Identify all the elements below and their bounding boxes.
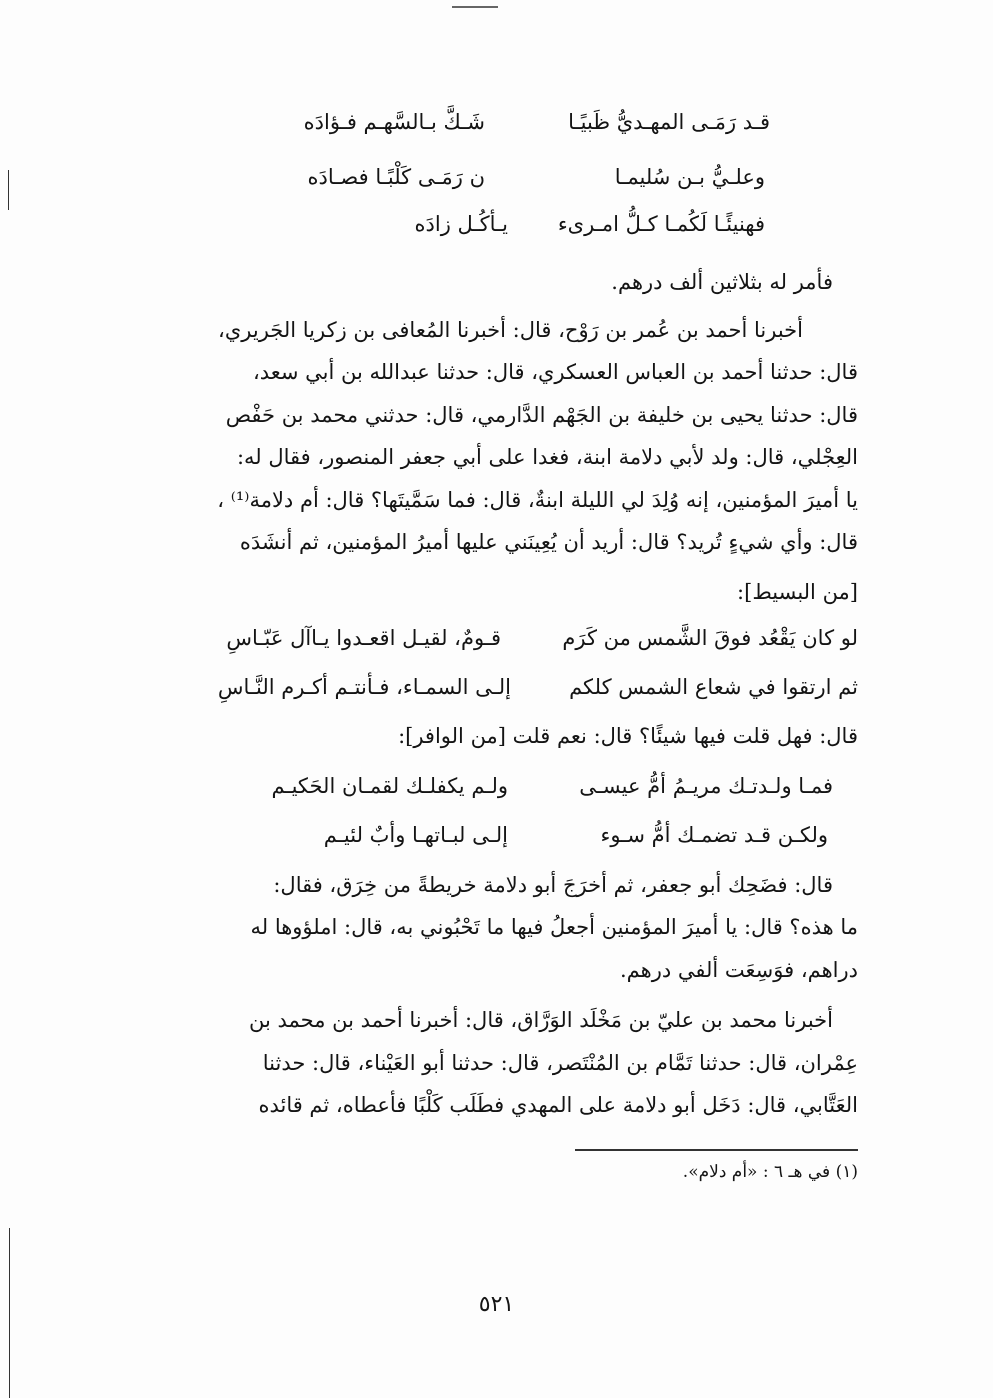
verse-second-hemistich: إلـى السمـاء، فـأنتـم أكـرم النَّـاسِ [217, 675, 511, 699]
verse-first-hemistich: فمـا ولـدتـك مريـمُ أمُّ عيسـى [579, 774, 833, 798]
verse-first-hemistich: وعلـيُّ بـن سُليمـا [614, 165, 765, 189]
verse-first-hemistich: ولكـن قـد تضمـك أمُّ سـوء [600, 823, 828, 847]
paragraph-text: دراهم، فوَسِعَت ألفي درهم. [620, 958, 858, 982]
verse-line [0, 204, 993, 244]
paragraph-text: عِمْران، قال: حدثنا تَمَّام بن المُنْتَصر، قال: حدثنا أبو العَيْناء، قال: حدثنا [262, 1051, 858, 1075]
verse-second-hemistich: ن رَمَـى كَلْبًـا فصـادَه [307, 165, 485, 189]
paragraph-text: قال: وأي شيءٍ تُريد؟ قال: أريد أن يُعِينَني عليها أميرُ المؤمنين، ثم أنشَدَه [239, 530, 858, 554]
paragraph-text: العَتَّابي، قال: دَخَل أبو دلامة على المهدي فطَلَب كَلْبًا فأعطاه، ثم قائده [258, 1093, 858, 1117]
verse-second-hemistich: ولـم يكفلـك لقمـان الحَكيـم [271, 774, 508, 798]
paragraph-text: قال: حدثنا أحمد بن العباس العسكري، قال: حدثنا عبدالله بن أبي سعد، [252, 360, 858, 384]
verse-second-hemistich: يـأكُـل زادَه [414, 212, 508, 236]
verse-line [0, 667, 993, 707]
verse-first-hemistich: ثم ارتقوا في شعاع الشمس كلكم [569, 675, 858, 699]
verse-second-hemistich: قـومٌ، لقيـل اقعـدوا يـاآل عَبّـاسِ [226, 626, 501, 650]
verse-first-hemistich: فهنيئًـا لَكُمـا كـلُّ امـرىء [557, 212, 765, 236]
paragraph-text: قال: حدثنا يحيى بن خليفة بن الجَهْم الدَّارمي، قال: حدثني محمد بن حَفْص [225, 403, 858, 427]
footnote-separator [575, 1149, 858, 1151]
page-number: ٥٢١ [478, 1292, 515, 1317]
paragraph-text: يا أميرَ المؤمنين، إنه وُلِدَ لي الليلة ابنةٌ، قال: فما سَمَّيتَها؟ قال: أم دلامة⁽¹⁾ ، [217, 488, 858, 512]
verse-line [0, 102, 993, 142]
paragraph-text: قال: فهل قلت فيها شيئًا؟ قال: نعم قلت [من الوافر]: [398, 724, 858, 748]
paragraph-text: أخبرنا أحمد بن عُمر بن رَوْح، قال: أخبرنا المُعافى بن زكريا الجَريري، [218, 318, 803, 342]
footnote: (١) في هـ ٦ : «أم دلام». [682, 1162, 858, 1182]
verse-line [0, 766, 993, 806]
verse-second-hemistich: شَـكَّ بـالسَّهـم فـؤادَه [303, 110, 485, 134]
verse-line [0, 157, 993, 197]
verse-line [0, 618, 993, 658]
paragraph-text: ما هذه؟ قال: يا أميرَ المؤمنين أجعلُ فيها ما تَحْبُوني به، قال: املؤوها له [250, 915, 858, 939]
paragraph-text: قال: فضَحِك أبو جعفر، ثم أخرَجَ أبو دلامة خريطةً من خِرَق، فقال: [273, 873, 833, 897]
verse-line [0, 815, 993, 855]
paragraph-text: العِجْلي، قال: ولد لأبي دلامة ابنة، فغدا على أبي جعفر المنصور، فقال له: [236, 445, 858, 469]
verse-second-hemistich: إلـى لبـاتهـا وأبٌ لئيـم [323, 823, 508, 847]
top-edge-mark [452, 6, 498, 8]
verse-first-hemistich: لو كان يَقْعُد فوقَ الشَّمس من كَرَم [562, 626, 858, 650]
verse-first-hemistich: قـد رَمَـى المهـديُّ ظَبيًـا [568, 110, 770, 134]
meter-label: [من البسيط]: [737, 580, 858, 604]
paragraph-text: فأمر له بثلاثين ألف درهم. [611, 270, 833, 294]
paragraph-text: أخبرنا محمد بن عليّ بن مَخْلَد الوَرَّاق، قال: أخبرنا أحمد بن محمد بن [249, 1008, 833, 1032]
